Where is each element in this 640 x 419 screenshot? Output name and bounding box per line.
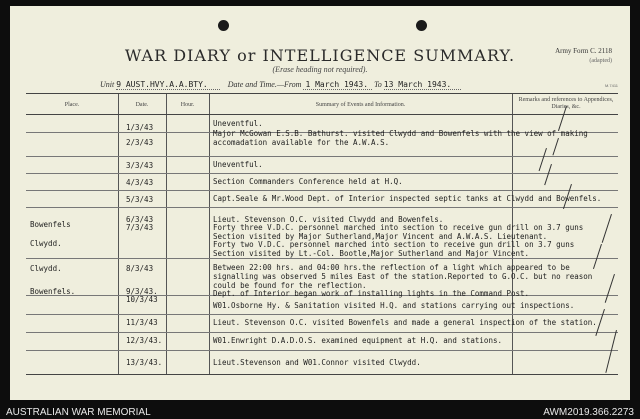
entry-date: 11/3/43 [126, 318, 158, 327]
entry-date: 3/3/43 [126, 161, 154, 170]
pencil-tick-mark [593, 244, 602, 269]
entry-summary: W01.Enwright D.A.D.O.S. examined equipment at H.Q. and stations. [213, 336, 502, 345]
pencil-tick-mark [605, 330, 617, 373]
entry-summary: Dept. of Interior began work of installing lights in the Command Post. [213, 289, 530, 298]
row-rule [26, 207, 618, 208]
row-rule [26, 350, 618, 351]
entry-date: 4/3/43 [126, 178, 154, 187]
col-head-remarks: Remarks and references to Appendices, Diaries, &c. [518, 97, 614, 110]
row-rule [26, 156, 618, 157]
entry-summary: Section Commanders Conference held at H.Q. [213, 177, 403, 186]
unit-value: 9 AUST.HVY.A.A.BTY. [116, 80, 208, 89]
entry-summary: could be found for the reflection. [213, 281, 367, 290]
entry-summary: Uneventful. [213, 160, 263, 169]
entry-date: 9/3/43. [126, 287, 158, 296]
punch-hole-left [218, 20, 229, 31]
entry-date: 8/3/43 [126, 264, 154, 273]
row-rule [26, 173, 618, 174]
entry-date: 6/3/43 [126, 215, 154, 224]
pencil-tick-mark [544, 164, 552, 185]
row-rule [26, 332, 618, 333]
pencil-tick-mark [539, 148, 547, 171]
entry-date: 7/3/43 [126, 223, 154, 232]
col-head-summary: Summary of Events and Information. [315, 102, 406, 108]
entry-summary: Forty two V.D.C. personnel marched into section to receive gun drill on 3.7 guns [213, 240, 575, 249]
form-code: M.7411 [604, 83, 618, 88]
entry-summary: Lieut. Stevenson O.C. visited Clwydd and Bowenfels. [213, 215, 444, 224]
to-label: To [374, 80, 382, 89]
entry-summary: Between 22:00 hrs. and 04:00 hrs.the reflection of a light which appeared to be [213, 263, 570, 272]
pencil-tick-mark [602, 214, 612, 243]
entry-summary: Uneventful. [213, 119, 263, 128]
entry-place: Bowenfels. [30, 287, 76, 296]
entry-date: 12/3/43. [126, 336, 163, 345]
unit-date-line [100, 80, 461, 90]
army-form-adapted: (adapted) [589, 58, 612, 64]
entry-place: Clwydd. [30, 239, 62, 248]
entry-summary: Section visited by Lt.-Col. Bootle,Major Sutherland and Major Vincent. [213, 249, 530, 258]
entry-date: 2/3/43 [126, 138, 154, 147]
diary-page [10, 6, 630, 400]
footer-accession: AWM2019.366.2273 [543, 407, 634, 418]
entry-summary: Capt.Seale & Mr.Wood Dept. of Interior inspected septic tanks at Clwydd and Bowenfels. [213, 194, 602, 203]
header-rule [26, 114, 618, 115]
army-form-number: Army Form C. 2118 [555, 47, 612, 55]
diary-table [26, 93, 618, 375]
datetime-label: Date and Time.—From [227, 80, 302, 89]
entry-date: 10/3/43 [126, 295, 158, 304]
unit-label: Unit [100, 80, 115, 89]
entry-summary: Lieut. Stevenson O.C. visited Bowenfels and made a general inspection of the station. [213, 318, 597, 327]
from-date: 1 March 1943. [305, 80, 369, 89]
pencil-tick-mark [605, 274, 615, 303]
entry-date: 13/3/43. [126, 358, 163, 367]
col-head-hour: Hour. [180, 102, 195, 108]
entry-place: Bowenfels [30, 220, 71, 229]
page-title: WAR DIARY or INTELLIGENCE SUMMARY. [124, 46, 516, 65]
entry-summary: signalling was observed 5 miles East of the station.Reported to G.O.C. but no reason [213, 272, 593, 281]
to-date: 13 March 1943. [383, 80, 452, 89]
row-rule [26, 314, 618, 315]
entry-date: 5/3/43 [126, 195, 154, 204]
entry-date: 1/3/43 [126, 123, 154, 132]
entry-summary: Forty three V.D.C. personnel marched into section to receive gun drill on 3.7 guns [213, 223, 584, 232]
punch-hole-right [416, 20, 427, 31]
footer-credit: AUSTRALIAN WAR MEMORIAL [6, 407, 151, 418]
entry-place: Clwydd. [30, 264, 62, 273]
pencil-tick-mark [552, 138, 559, 155]
entry-summary: accomadation available for the A.W.A.S. [213, 138, 390, 147]
col-head-date: Date. [135, 102, 149, 108]
entry-summary: Lieut.Stevenson and W01.Connor visited Clwydd. [213, 358, 421, 367]
col-head-place: Place. [64, 102, 80, 108]
row-rule [26, 258, 618, 259]
entry-summary: W01.Osborne Hy. & Sanitation visited H.Q. and stations carrying out inspections. [213, 301, 575, 310]
army-form-label [555, 46, 612, 66]
entry-summary: Section visited by Major Sutherland,Major Vincent and A.W.A.S. Lieutenant. [213, 232, 548, 241]
page-subtitle: (Erase heading not required). [272, 65, 368, 74]
entry-summary: Major McGowan E.S.B. Bathurst. visited Clwydd and Bowenfels with the view of making [213, 129, 588, 138]
row-rule [26, 190, 618, 191]
